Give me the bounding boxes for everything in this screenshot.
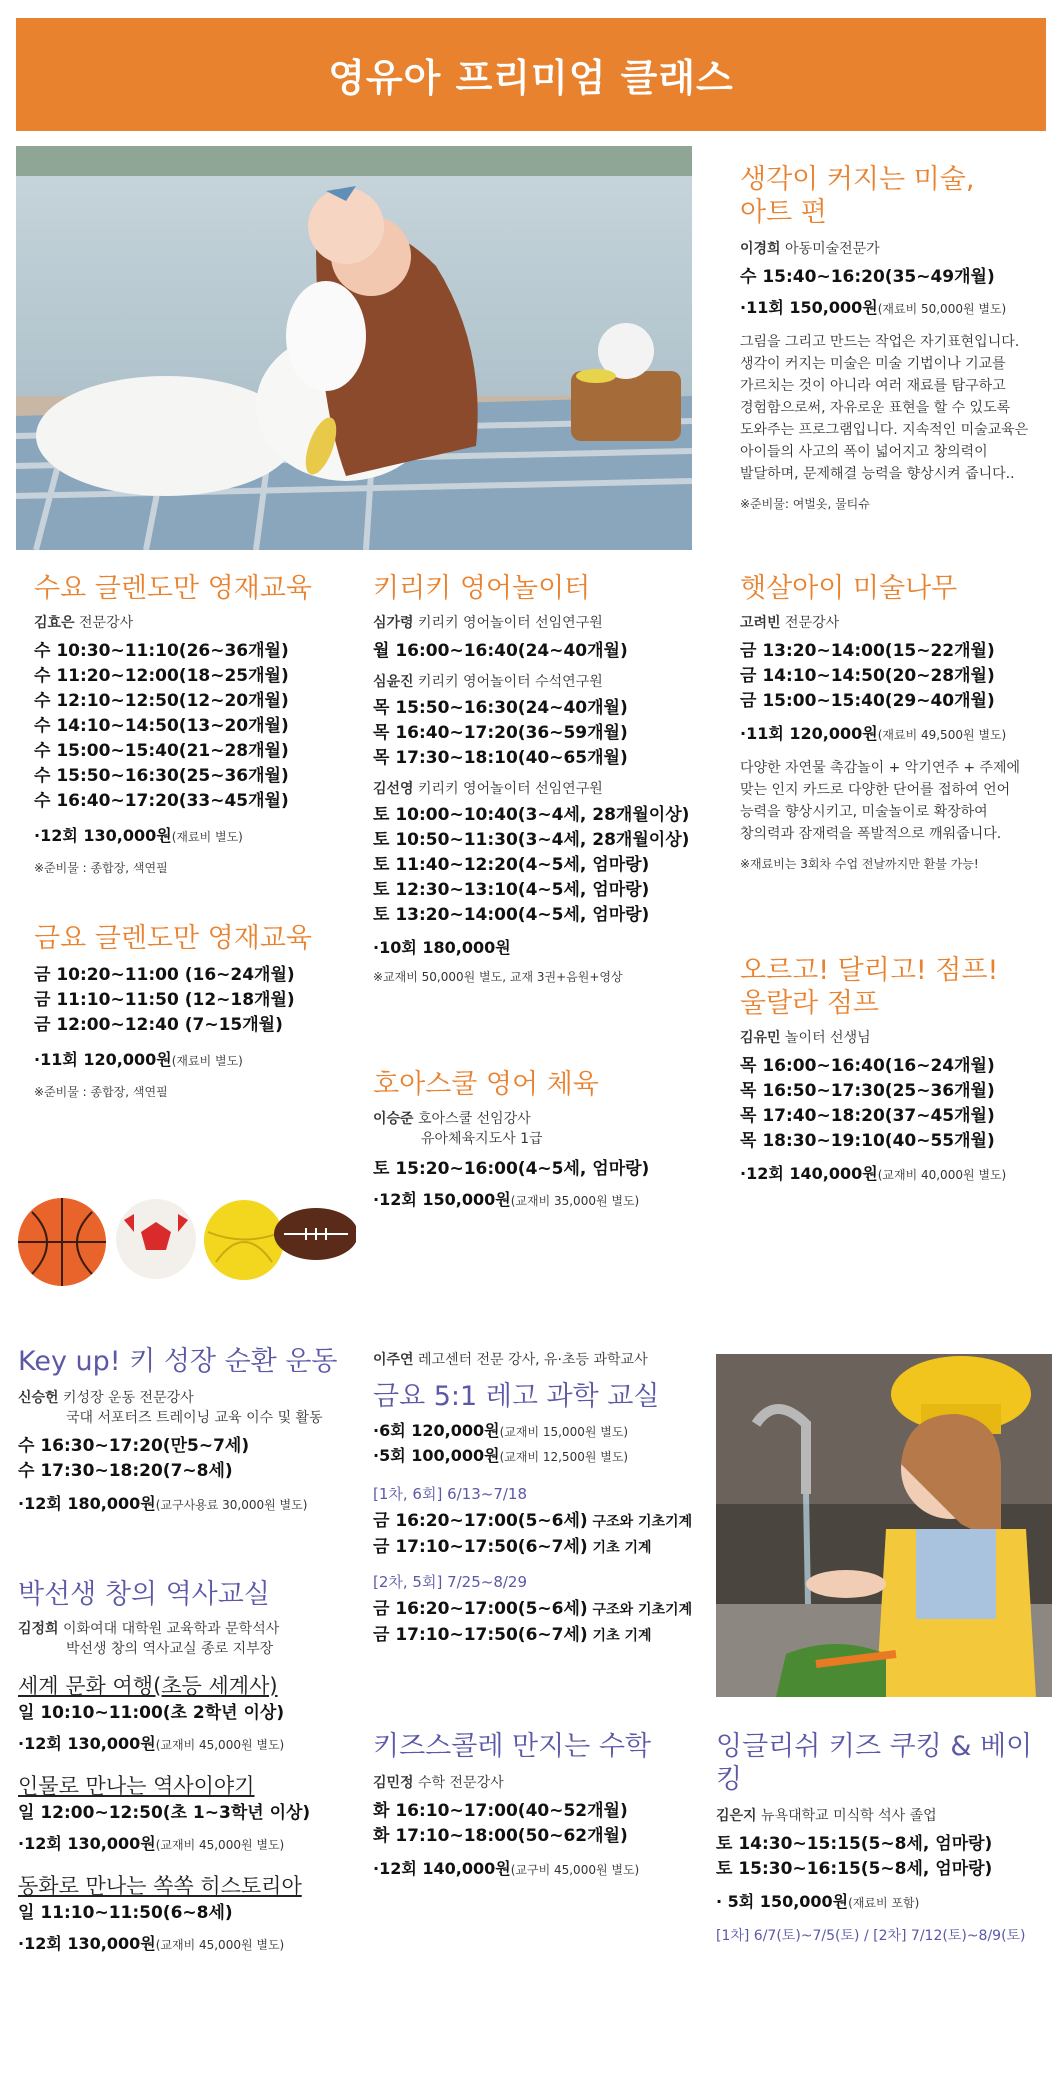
teacher-role: 키리키 영어놀이터 선임연구원 bbox=[413, 615, 603, 631]
lego-r1-line-2 bbox=[373, 1535, 713, 1561]
lego-price-2 bbox=[373, 1444, 713, 1469]
schedule-line: 토 13:20~14:00(4~5세, 엄마랑) bbox=[373, 905, 650, 925]
schedule-time: 금 17:10~17:50(6~7세) bbox=[373, 1537, 588, 1557]
schedule-line: 토 10:00~10:40(3~4세, 28개월이상) bbox=[373, 805, 690, 825]
schedule-line: 금 14:10~14:50(20~28개월) bbox=[740, 666, 995, 686]
price-note: (재료비 별도) bbox=[171, 830, 243, 844]
history-course-1-title: 세계 문화 여행(초등 세계사) bbox=[18, 1674, 278, 1698]
art-teacher-name: 이경희 bbox=[740, 241, 781, 257]
schedule-line: 화 17:10~18:00(50~62개월) bbox=[373, 1826, 628, 1846]
hoschool-teacher bbox=[373, 1109, 713, 1129]
kiriki-teacher-1 bbox=[373, 613, 713, 633]
desc-line: 다양한 자연물 촉감놀이 + 악기연주 + 주제에 bbox=[740, 760, 1021, 776]
math-teacher bbox=[373, 1773, 713, 1793]
lego-round-1: [1차, 6회] 6/13~7/18 bbox=[373, 1485, 528, 1503]
schedule-line: 수 15:00~15:40(21~28개월) bbox=[34, 741, 289, 761]
teacher-name: 김은지 bbox=[716, 1808, 757, 1824]
cooking-section bbox=[716, 1730, 1056, 1947]
teacher-role: 수학 전문강사 bbox=[413, 1775, 504, 1791]
wed-glendon-price bbox=[34, 824, 354, 849]
sports-balls-image bbox=[16, 1192, 356, 1287]
price-note: (교재비 35,000원 별도) bbox=[510, 1194, 640, 1208]
sunny-schedule bbox=[740, 639, 1050, 714]
jump-section bbox=[740, 954, 1050, 1187]
math-price bbox=[373, 1857, 713, 1882]
art-desc-line: 그림을 그리고 만드는 작업은 자기표현입니다. bbox=[740, 334, 1020, 350]
price-note: (교재비 45,000원 별도) bbox=[155, 1738, 285, 1752]
price-note: (재료비 포함) bbox=[848, 1896, 920, 1910]
art-desc-line: 경험함으로써, 자유로운 표현을 할 수 있도록 bbox=[740, 400, 1011, 416]
schedule-line: 목 17:30~18:10(40~65개월) bbox=[373, 748, 628, 768]
teacher-role-2: 유아체육지도사 1급 bbox=[421, 1131, 543, 1147]
schedule-line: 수 14:10~14:50(13~20개월) bbox=[34, 716, 289, 736]
keyup-section bbox=[18, 1345, 358, 1517]
schedule-line: 수 12:10~12:50(12~20개월) bbox=[34, 691, 289, 711]
sunny-title: 햇살아이 미술나무 bbox=[740, 573, 958, 604]
teacher-name: 김선영 bbox=[373, 781, 414, 797]
cooking-schedule bbox=[716, 1832, 1056, 1882]
wed-glendon-teacher-role: 전문강사 bbox=[74, 615, 134, 631]
teacher-role-2: 박선생 창의 역사교실 종로 지부장 bbox=[66, 1641, 274, 1657]
teacher-name: 심가령 bbox=[373, 615, 414, 631]
jump-price bbox=[740, 1162, 1050, 1187]
history-title: 박선생 창의 역사교실 bbox=[18, 1579, 270, 1610]
history-course-3-price bbox=[18, 1932, 358, 1957]
price-value: ·12회 180,000원 bbox=[18, 1494, 156, 1513]
math-title: 키즈스콜레 만지는 수학 bbox=[373, 1731, 651, 1762]
jump-teacher bbox=[740, 1028, 1050, 1048]
price-value: ·6회 120,000원 bbox=[373, 1421, 500, 1440]
schedule-line: 토 15:20~16:00(4~5세, 엄마랑) bbox=[373, 1159, 650, 1179]
art-desc-line: 도와주는 프로그램입니다. 지속적인 미술교육은 bbox=[740, 422, 1029, 438]
page-title: 영유아 프리미엄 클래스 bbox=[328, 56, 734, 100]
teacher-role: 레고센터 전문 강사, 유·초등 과학교사 bbox=[413, 1352, 648, 1368]
teacher-name: 김유민 bbox=[740, 1030, 781, 1046]
kiriki-teacher-3 bbox=[373, 779, 713, 799]
price-value: ·11회 120,000원 bbox=[740, 724, 878, 743]
fri-glendon-price bbox=[34, 1048, 354, 1073]
price-note: (교재비 45,000원 별도) bbox=[155, 1938, 285, 1952]
art-description bbox=[740, 331, 1050, 485]
lego-round-2: [2차, 5회] 7/25~8/29 bbox=[373, 1573, 528, 1591]
cooking-price bbox=[716, 1890, 1056, 1915]
child-cooking-photo bbox=[716, 1354, 1052, 1697]
sunny-section bbox=[740, 572, 1050, 873]
hoschool-section bbox=[373, 1068, 713, 1213]
history-course-1-price bbox=[18, 1732, 358, 1757]
price-value: ·12회 140,000원 bbox=[373, 1859, 511, 1878]
fri-glendon-schedule bbox=[34, 963, 354, 1038]
art-title-2: 아트 편 bbox=[740, 197, 827, 228]
art-desc-line: 생각이 커지는 미술은 미술 기법이나 기교를 bbox=[740, 356, 1006, 372]
schedule-line: 일 11:10~11:50(6~8세) bbox=[18, 1903, 233, 1923]
schedule-line: 토 12:30~13:10(4~5세, 엄마랑) bbox=[373, 880, 650, 900]
teacher-role: 뉴욕대학교 미식학 석사 졸업 bbox=[756, 1808, 937, 1824]
kiriki-title: 키리키 영어놀이터 bbox=[373, 573, 591, 604]
math-schedule bbox=[373, 1799, 713, 1849]
price-note: (재료비 별도) bbox=[171, 1054, 243, 1068]
cooking-title: 잉글리쉬 키즈 쿠킹 & 베이킹 bbox=[716, 1731, 1033, 1795]
kiriki-schedule-3 bbox=[373, 803, 713, 928]
course-type: 구조와 기초기계 bbox=[587, 1602, 693, 1618]
mother-baby-photo bbox=[16, 146, 692, 550]
art-desc-line: 아이들의 사고의 폭이 넓어지고 창의력이 bbox=[740, 444, 988, 460]
wed-glendon-section bbox=[34, 572, 354, 877]
teacher-name: 심윤진 bbox=[373, 674, 414, 690]
teacher-role-2: 국대 서포터즈 트레이닝 교육 이수 및 활동 bbox=[66, 1410, 323, 1426]
hoschool-price bbox=[373, 1188, 713, 1213]
art-desc-line: 가르치는 것이 아니라 여러 재료를 탐구하고 bbox=[740, 378, 1006, 394]
art-schedule-0: 수 15:40~16:20(35~49개월) bbox=[740, 267, 995, 287]
sunny-teacher bbox=[740, 613, 1050, 633]
fri-glendon-note: ※준비물 : 종합장, 색연필 bbox=[34, 1085, 168, 1099]
price-note: (교재비 45,000원 별도) bbox=[155, 1838, 285, 1852]
lego-section bbox=[373, 1350, 713, 1649]
price-value: ·5회 100,000원 bbox=[373, 1446, 500, 1465]
schedule-line: 월 16:00~16:40(24~40개월) bbox=[373, 641, 628, 661]
sunny-note: ※재료비는 3회차 수업 전날까지만 환불 가능! bbox=[740, 857, 979, 871]
schedule-line: 토 11:40~12:20(4~5세, 엄마랑) bbox=[373, 855, 650, 875]
teacher-role: 이화여대 대학원 교육학과 문학석사 bbox=[58, 1621, 280, 1637]
desc-line: 창의력과 잠재력을 폭발적으로 깨워줍니다. bbox=[740, 826, 1002, 842]
sunny-price bbox=[740, 722, 1050, 747]
header-banner bbox=[16, 18, 1046, 131]
schedule-line: 금 11:10~11:50 (12~18개월) bbox=[34, 990, 295, 1010]
price-note: (교재비 15,000원 별도) bbox=[499, 1425, 629, 1439]
teacher-role: 키리키 영어놀이터 수석연구원 bbox=[413, 674, 603, 690]
jump-schedule bbox=[740, 1054, 1050, 1154]
sunny-description bbox=[740, 757, 1050, 845]
price-note: (재료비 49,500원 별도) bbox=[877, 728, 1007, 742]
art-desc-line: 발달하며, 문제해결 능력을 향상시켜 줍니다.. bbox=[740, 466, 1015, 482]
lego-title: 금요 5:1 레고 과학 교실 bbox=[373, 1381, 660, 1412]
kiriki-teacher-2 bbox=[373, 672, 713, 692]
teacher-role: 호아스쿨 선임강사 bbox=[413, 1111, 531, 1127]
jump-title-2: 울랄라 점프 bbox=[740, 988, 879, 1019]
wed-glendon-teacher bbox=[34, 613, 354, 633]
schedule-time: 금 16:20~17:00(5~6세) bbox=[373, 1599, 588, 1619]
teacher-name: 이승준 bbox=[373, 1111, 414, 1127]
schedule-line: 목 16:40~17:20(36~59개월) bbox=[373, 723, 628, 743]
wed-glendon-teacher-name: 김효은 bbox=[34, 615, 75, 631]
keyup-title: Key up! 키 성장 순환 운동 bbox=[18, 1346, 338, 1377]
history-teacher bbox=[18, 1619, 358, 1639]
price-value: ·12회 130,000원 bbox=[18, 1934, 156, 1953]
art-note: ※준비물: 여벌옷, 물티슈 bbox=[740, 497, 870, 511]
schedule-line: 수 17:30~18:20(7~8세) bbox=[18, 1461, 233, 1481]
math-section bbox=[373, 1730, 713, 1882]
schedule-line: 금 15:00~15:40(29~40개월) bbox=[740, 691, 995, 711]
schedule-line: 목 16:00~16:40(16~24개월) bbox=[740, 1056, 995, 1076]
schedule-line: 토 10:50~11:30(3~4세, 28개월이상) bbox=[373, 830, 690, 850]
course-type: 구조와 기초기계 bbox=[587, 1514, 693, 1530]
history-course-2-price bbox=[18, 1832, 358, 1857]
teacher-role: 키리키 영어놀이터 선임연구원 bbox=[413, 781, 603, 797]
art-teacher-role: 아동미술전문가 bbox=[780, 241, 880, 257]
kiriki-section bbox=[373, 572, 713, 986]
schedule-line: 화 16:10~17:00(40~52개월) bbox=[373, 1801, 628, 1821]
art-price-note: (재료비 50,000원 별도) bbox=[877, 302, 1007, 316]
teacher-name: 신승헌 bbox=[18, 1390, 59, 1406]
price-value: ·12회 140,000원 bbox=[740, 1164, 878, 1183]
art-title-1: 생각이 커지는 미술, bbox=[740, 164, 975, 195]
price-value: ·12회 130,000원 bbox=[18, 1734, 156, 1753]
schedule-line: 수 10:30~11:10(26~36개월) bbox=[34, 641, 289, 661]
desc-line: 맞는 인지 카드로 다양한 단어를 접하여 언어 bbox=[740, 782, 1011, 798]
lego-price-1 bbox=[373, 1419, 713, 1444]
schedule-line: 수 16:30~17:20(만5~7세) bbox=[18, 1436, 250, 1456]
schedule-line: 일 12:00~12:50(초 1~3학년 이상) bbox=[18, 1803, 311, 1823]
price-note: (교재비 12,500원 별도) bbox=[499, 1450, 629, 1464]
wed-glendon-schedule bbox=[34, 639, 354, 814]
history-section bbox=[18, 1578, 358, 1957]
price-value: ·11회 120,000원 bbox=[34, 1050, 172, 1069]
art-price bbox=[740, 296, 1050, 321]
hoschool-title: 호아스쿨 영어 체육 bbox=[373, 1069, 599, 1100]
lego-r2-line-2 bbox=[373, 1623, 713, 1649]
art-teacher bbox=[740, 239, 1050, 259]
keyup-price bbox=[18, 1492, 358, 1517]
course-type: 기초 기계 bbox=[587, 1540, 652, 1556]
lego-r2-line-1 bbox=[373, 1597, 713, 1623]
price-value: ·12회 130,000원 bbox=[34, 826, 172, 845]
cooking-date-range: [1차] 6/7(토)~7/5(토) / [2차] 7/12(토)~8/9(토) bbox=[716, 1928, 1026, 1944]
fri-glendon-section bbox=[34, 922, 354, 1101]
teacher-name: 이주연 bbox=[373, 1352, 414, 1368]
schedule-line: 토 14:30~15:15(5~8세, 엄마랑) bbox=[716, 1834, 993, 1854]
kiriki-note: ※교재비 50,000원 별도, 교재 3권+음원+영상 bbox=[373, 970, 623, 984]
cooking-teacher bbox=[716, 1806, 1056, 1826]
wed-glendon-note: ※준비물 : 종합장, 색연필 bbox=[34, 861, 168, 875]
schedule-line: 금 13:20~14:00(15~22개월) bbox=[740, 641, 995, 661]
schedule-line: 일 10:10~11:00(초 2학년 이상) bbox=[18, 1703, 285, 1723]
course-type: 기초 기계 bbox=[587, 1628, 652, 1644]
schedule-line: 금 10:20~11:00 (16~24개월) bbox=[34, 965, 295, 985]
schedule-time: 금 17:10~17:50(6~7세) bbox=[373, 1625, 588, 1645]
teacher-role: 키성장 운동 전문강사 bbox=[58, 1390, 194, 1406]
schedule-line: 토 15:30~16:15(5~8세, 엄마랑) bbox=[716, 1859, 993, 1879]
teacher-name: 김민정 bbox=[373, 1775, 414, 1791]
schedule-line: 수 11:20~12:00(18~25개월) bbox=[34, 666, 289, 686]
teacher-name: 고려빈 bbox=[740, 615, 781, 631]
schedule-line: 수 15:50~16:30(25~36개월) bbox=[34, 766, 289, 786]
schedule-line: 금 12:00~12:40 (7~15개월) bbox=[34, 1015, 283, 1035]
kiriki-price: ·10회 180,000원 bbox=[373, 938, 511, 957]
price-note: (교재비 40,000원 별도) bbox=[877, 1168, 1007, 1182]
price-note: (교구사용료 30,000원 별도) bbox=[155, 1498, 308, 1512]
jump-title-1: 오르고! 달리고! 점프! bbox=[740, 955, 999, 986]
schedule-line: 목 18:30~19:10(40~55개월) bbox=[740, 1131, 995, 1151]
art-price-value: ·11회 150,000원 bbox=[740, 298, 878, 317]
history-course-3-title: 동화로 만나는 쏙쏙 히스토리아 bbox=[18, 1874, 302, 1898]
price-note: (교구비 45,000원 별도) bbox=[510, 1863, 640, 1877]
teacher-role: 놀이터 선생님 bbox=[780, 1030, 871, 1046]
keyup-teacher bbox=[18, 1388, 358, 1408]
price-value: · 5회 150,000원 bbox=[716, 1892, 849, 1911]
lego-teacher bbox=[373, 1350, 713, 1370]
fri-glendon-title: 금요 글렌도만 영재교육 bbox=[34, 923, 312, 954]
teacher-role: 전문강사 bbox=[780, 615, 840, 631]
lego-r1-line-1 bbox=[373, 1509, 713, 1535]
keyup-schedule bbox=[18, 1434, 358, 1484]
schedule-time: 금 16:20~17:00(5~6세) bbox=[373, 1511, 588, 1531]
schedule-line: 수 16:40~17:20(33~45개월) bbox=[34, 791, 289, 811]
kiriki-schedule-2 bbox=[373, 696, 713, 771]
desc-line: 능력을 향상시키고, 미술놀이로 확장하여 bbox=[740, 804, 988, 820]
art-section bbox=[740, 163, 1050, 513]
schedule-line: 목 16:50~17:30(25~36개월) bbox=[740, 1081, 995, 1101]
history-course-2-title: 인물로 만나는 역사이야기 bbox=[18, 1774, 255, 1798]
price-value: ·12회 130,000원 bbox=[18, 1834, 156, 1853]
schedule-line: 목 15:50~16:30(24~40개월) bbox=[373, 698, 628, 718]
price-value: ·12회 150,000원 bbox=[373, 1190, 511, 1209]
schedule-line: 목 17:40~18:20(37~45개월) bbox=[740, 1106, 995, 1126]
wed-glendon-title: 수요 글렌도만 영재교육 bbox=[34, 573, 312, 604]
teacher-name: 김정희 bbox=[18, 1621, 59, 1637]
